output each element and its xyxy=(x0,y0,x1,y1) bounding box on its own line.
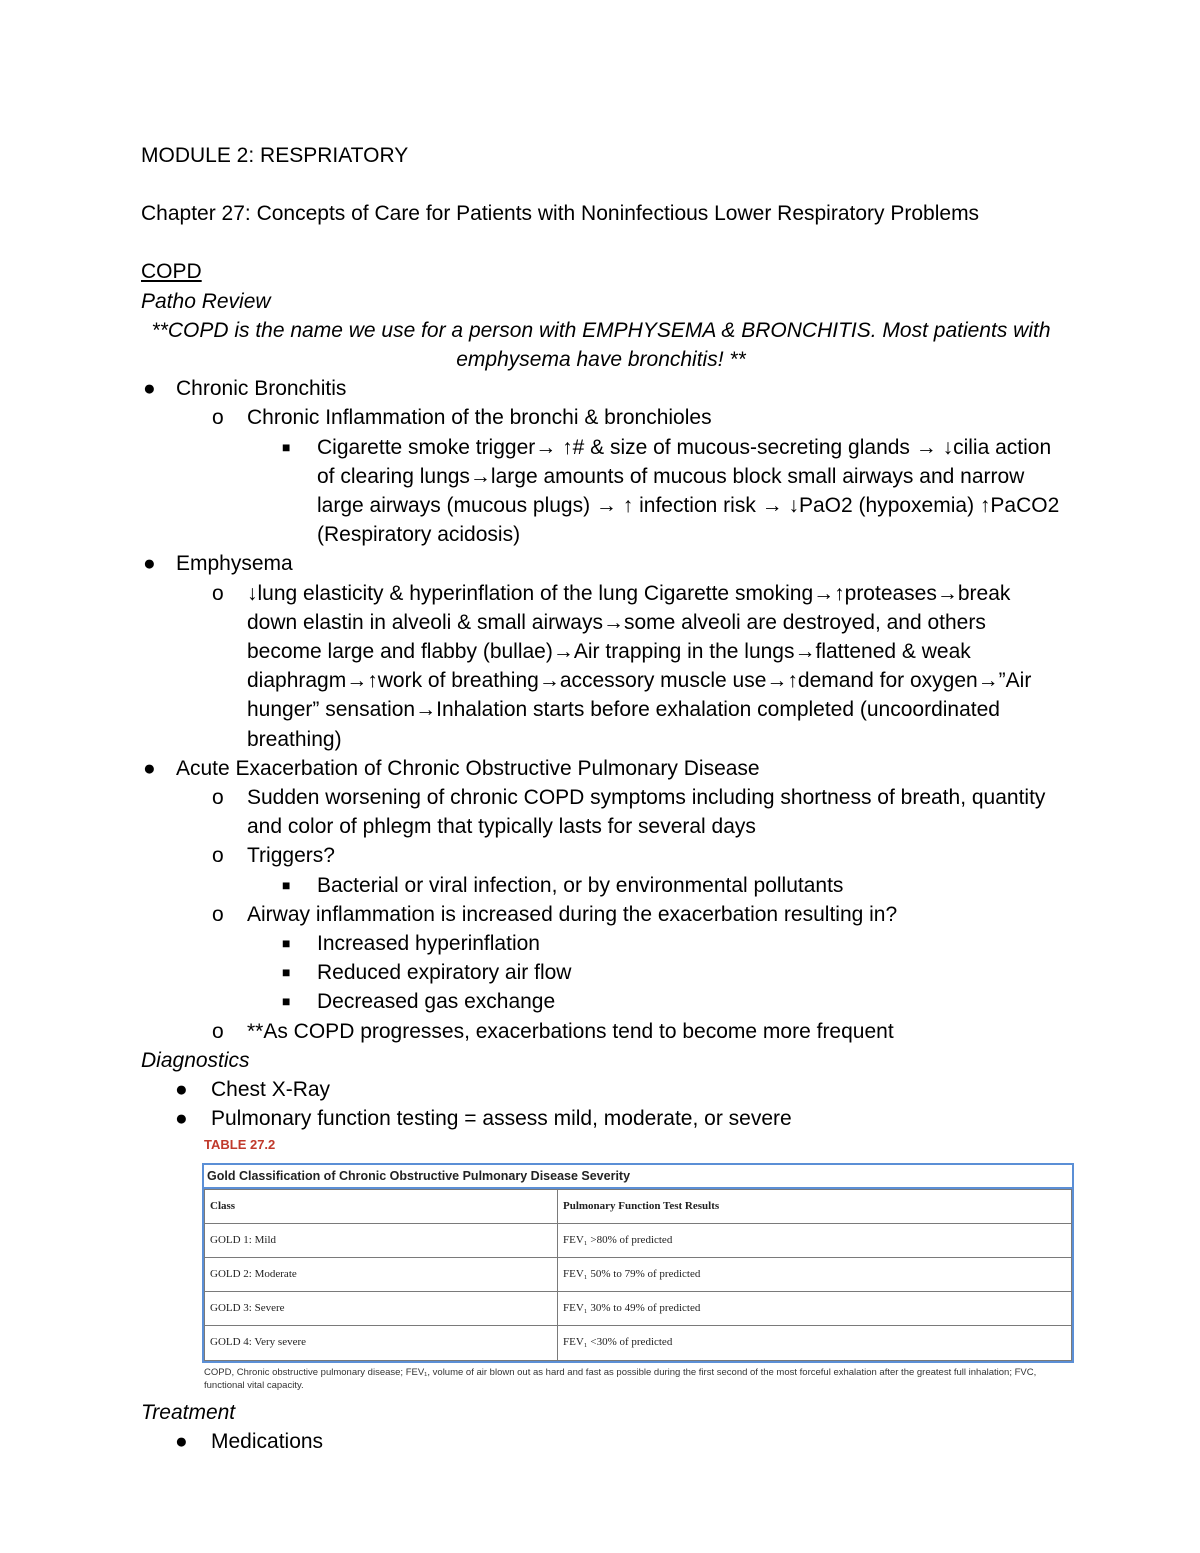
table-title: Gold Classification of Chronic Obstructive Pulmonary Disease Severity xyxy=(204,1165,1072,1189)
table-cell: FEV₁ >80% of predicted xyxy=(558,1223,1072,1257)
list-item xyxy=(141,433,1061,550)
column-header: Class xyxy=(205,1189,558,1223)
bullet-marker: ● xyxy=(143,377,156,401)
item-label: Decreased gas exchange xyxy=(317,990,556,1014)
diagnostics-list xyxy=(141,1075,1061,1133)
list-item xyxy=(141,1075,1061,1104)
treatment-heading: Treatment xyxy=(141,1400,236,1424)
chapter-title: Chapter 27: Concepts of Care for Patients with Noninfectious Lower Respiratory Problems xyxy=(141,202,980,226)
item-label: Chest X-Ray xyxy=(211,1078,331,1102)
table-row xyxy=(205,1292,1072,1326)
list-item xyxy=(141,1427,1061,1456)
item-label: Reduced expiratory air flow xyxy=(317,961,572,985)
table-label: TABLE 27.2 xyxy=(204,1136,276,1152)
table-cell: GOLD 2: Moderate xyxy=(205,1257,558,1291)
list-item xyxy=(141,754,1061,783)
item-label: Cigarette smoke trigger→ ↑# & size of mucous-secreting glands → ↓cilia action of clearing lungs→large amounts of mucous block small airways and narrow large airways (mucous plugs) → ↑ infection risk → ↓PaO2 (hypoxemia) ↑PaCO2 (Respiratory acidosis) xyxy=(317,435,1060,547)
list-item xyxy=(141,1017,1061,1046)
list-item xyxy=(141,1104,1061,1133)
item-label: Airway inflammation is increased during the exacerbation resulting in? xyxy=(247,902,898,926)
item-label: **As COPD progresses, exacerbations tend to become more frequent xyxy=(247,1019,894,1043)
section-heading: COPD xyxy=(141,260,202,284)
treatment-list xyxy=(141,1427,1061,1456)
square-marker: ■ xyxy=(282,964,291,981)
table-cell: FEV₁ 50% to 79% of predicted xyxy=(558,1257,1072,1291)
circle-marker: o xyxy=(212,902,224,926)
list-item xyxy=(141,374,1061,403)
item-label: Pulmonary function testing = assess mild, moderate, or severe xyxy=(211,1107,792,1131)
document-page xyxy=(141,141,1061,1456)
patho-note: **COPD is the name we use for a person with EMPHYSEMA & BRONCHITIS. Most patients with emphysema have bronchitis! ** xyxy=(151,318,1051,372)
circle-marker: o xyxy=(212,581,224,605)
square-marker: ■ xyxy=(282,438,291,455)
table-cell: FEV₁ <30% of predicted xyxy=(558,1326,1072,1360)
column-header: Pulmonary Function Test Results xyxy=(558,1189,1072,1223)
circle-marker: o xyxy=(212,786,224,810)
list-item xyxy=(141,929,1061,958)
item-label: Chronic Inflammation of the bronchi & bronchioles xyxy=(247,406,712,430)
square-marker: ■ xyxy=(282,993,291,1010)
list-item xyxy=(141,987,1061,1016)
item-label: Triggers? xyxy=(247,844,335,868)
list-item xyxy=(141,958,1061,987)
circle-marker: o xyxy=(212,1019,224,1043)
list-item xyxy=(141,403,1061,432)
patho-heading: Patho Review xyxy=(141,289,271,313)
table-cell: GOLD 4: Very severe xyxy=(205,1326,558,1360)
item-label: Medications xyxy=(211,1429,324,1453)
table-row xyxy=(205,1257,1072,1291)
table-row xyxy=(205,1326,1072,1360)
gold-classification-figure xyxy=(202,1137,1074,1392)
item-label: Acute Exacerbation of Chronic Obstructive Pulmonary Disease xyxy=(176,756,760,780)
table-header-row xyxy=(205,1189,1072,1223)
item-label: Increased hyperinflation xyxy=(317,932,540,956)
list-item xyxy=(141,579,1061,754)
module-title: MODULE 2: RESPRIATORY xyxy=(141,144,409,167)
table-box xyxy=(202,1163,1074,1363)
bullet-marker: ● xyxy=(175,1429,188,1453)
item-label: Chronic Bronchitis xyxy=(176,377,347,401)
item-label: Sudden worsening of chronic COPD symptoms including shortness of breath, quantity and color of phlegm that typically lasts for several days xyxy=(247,786,1046,839)
gold-table xyxy=(204,1189,1072,1361)
table-cell: GOLD 1: Mild xyxy=(205,1223,558,1257)
list-item xyxy=(141,900,1061,929)
list-item xyxy=(141,549,1061,578)
table-row xyxy=(205,1223,1072,1257)
square-marker: ■ xyxy=(282,876,291,893)
bullet-marker: ● xyxy=(143,756,156,780)
item-label: Bacterial or viral infection, or by environmental pollutants xyxy=(317,873,844,897)
item-label: Emphysema xyxy=(176,552,293,576)
patho-list xyxy=(141,374,1061,1046)
table-footnote: COPD, Chronic obstructive pulmonary disease; FEV₁, volume of air blown out as hard and fast as possible during the first second of the most forceful exhalation after the greatest full inhalation; FVC, functional vital capacity. xyxy=(204,1366,1037,1391)
list-item xyxy=(141,871,1061,900)
circle-marker: o xyxy=(212,844,224,868)
bullet-marker: ● xyxy=(143,552,156,576)
circle-marker: o xyxy=(212,406,224,430)
square-marker: ■ xyxy=(282,935,291,952)
list-item xyxy=(141,841,1061,870)
item-label: ↓lung elasticity & hyperinflation of the lung Cigarette smoking→↑proteases→break down elastin in alveoli & small airways→some alveoli are destroyed, and others become large and flabby (bullae)→Air trapping in the lungs→flattened & weak diaphragm→↑work of breathing→accessory muscle use→↑demand for oxygen→”Air hunger” sensation→Inhalation starts before exhalation completed (uncoordinated breathing) xyxy=(247,581,1032,751)
bullet-marker: ● xyxy=(175,1107,188,1131)
bullet-marker: ● xyxy=(175,1078,188,1102)
diagnostics-heading: Diagnostics xyxy=(141,1048,250,1072)
table-cell: GOLD 3: Severe xyxy=(205,1292,558,1326)
list-item xyxy=(141,783,1061,841)
table-cell: FEV₁ 30% to 49% of predicted xyxy=(558,1292,1072,1326)
